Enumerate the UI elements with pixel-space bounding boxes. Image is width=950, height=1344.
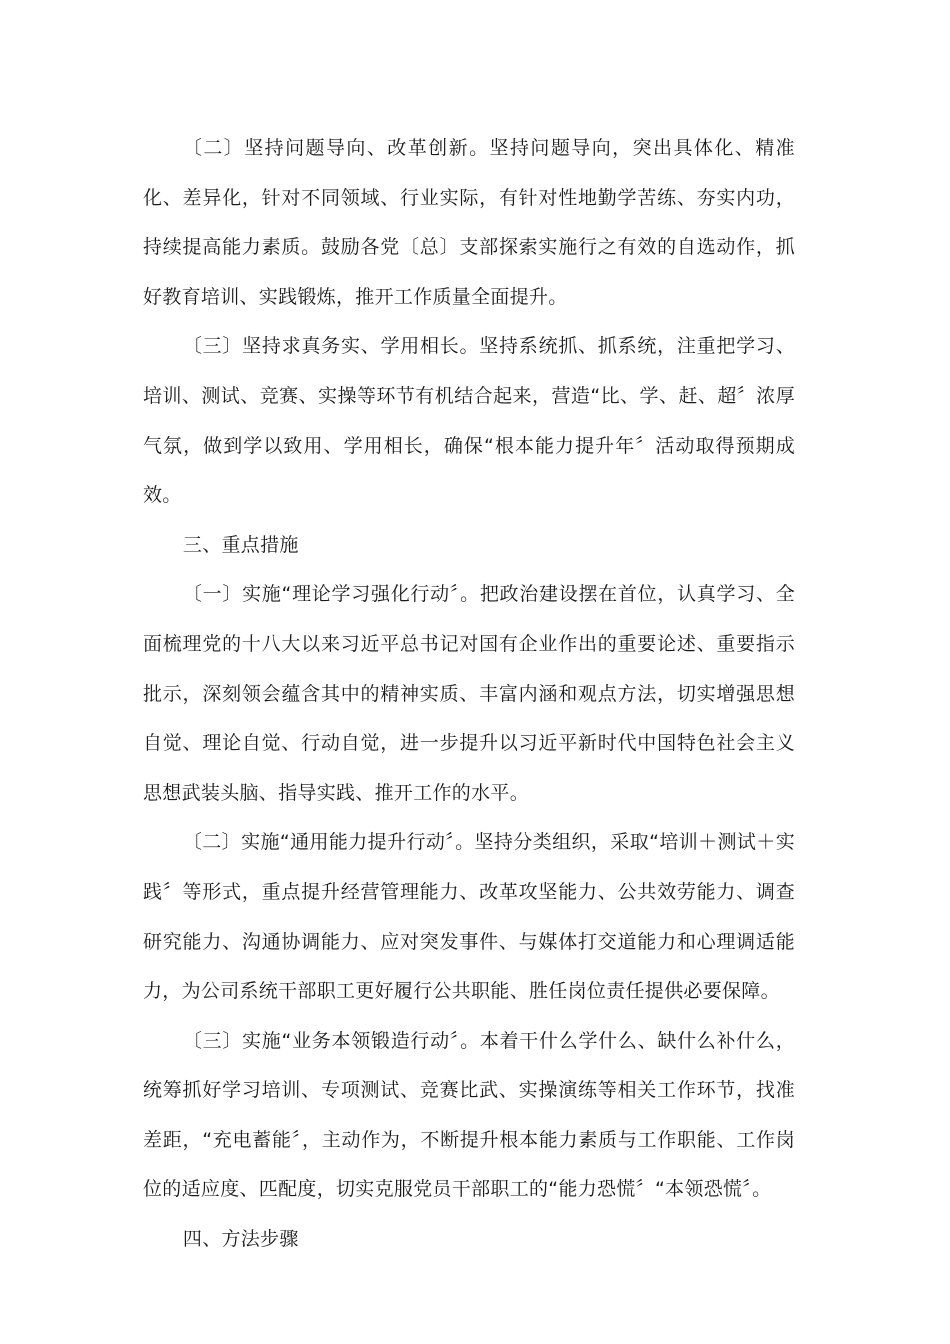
section-heading-key-measures: 三、重点措施 xyxy=(182,533,299,556)
document-body xyxy=(143,124,795,1265)
paragraph-principle-three: 〔三〕坚持求真务实、学用相长。坚持系统抓、抓系统，注重把学习、培训、测试、竞赛、实操等环节有机结合起来，营造“比、学、赶、超〞浓厚气氛，做到学以致用、学用相长，确保“根本能力提升年〞活动取得预期成效。 xyxy=(143,335,795,507)
paragraph-measure-one: 〔一〕实施“理论学习强化行动〞。把政治建设摆在首位，认真学习、全面梳理党的十八大以来习近平总书记对国有企业作出的重要论述、重要指示批示，深刻领会蕴含其中的精神实质、丰富内涵和观点方法，切实增强思想自觉、理论自觉、行动自觉，进一步提升以习近平新时代中国特色社会主义思想武装头脑、指导实践、推开工作的水平。 xyxy=(143,583,795,804)
paragraph-measure-two: 〔二〕实施“通用能力提升行动〞。坚持分类组织，采取“培训＋测试＋实践〞等形式，重点提升经营管理能力、改革攻坚能力、公共效劳能力、调查研究能力、沟通协调能力、应对突发事件、与媒体打交道能力和心理调适能力，为公司系统干部职工更好履行公共职能、胜任岗位责任提供必要保障。 xyxy=(143,831,795,1003)
paragraph-measure-three: 〔三〕实施“业务本领锻造行动〞。本着干什么学什么、缺什么补什么，统筹抓好学习培训、专项测试、竞赛比武、实操演练等相关工作环节，找准差距，“充电蓄能〞，主动作为，不断提升根本能力素质与工作职能、工作岗位的适应度、匹配度，切实克服党员干部职工的“能力恐慌〞“本领恐慌〞。 xyxy=(143,1029,795,1201)
section-heading-method-steps: 四、方法步骤 xyxy=(182,1228,299,1251)
paragraph-principle-two: 〔二〕坚持问题导向、改革创新。坚持问题导向，突出具体化、精准化、差异化，针对不同领域、行业实际，有针对性地勤学苦练、夯实内功，持续提高能力素质。鼓励各党〔总〕支部探索实施行之有效的自选动作，抓好教育培训、实践锻炼，推开工作质量全面提升。 xyxy=(143,137,795,308)
